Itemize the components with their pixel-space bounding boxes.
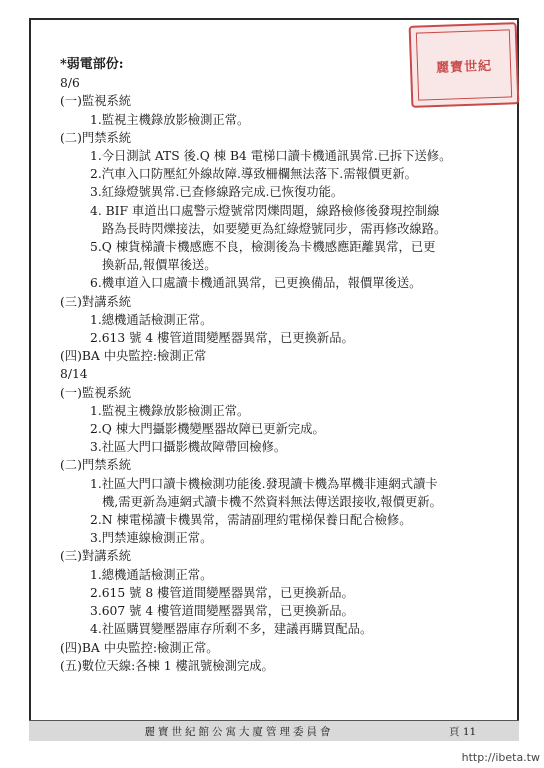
watermark: http://ibeta.tw xyxy=(461,751,540,764)
item-line: 1.總機通話檢測正常。 xyxy=(90,312,213,327)
item-line: 1.社區大門口讀卡機檢測功能後.發現讀卡機為單機非連網式讀卡 xyxy=(90,476,438,491)
item-line: 5.Q 棟貨梯讀卡機感應不良，檢測後為卡機感應距離異常，已更 xyxy=(90,240,436,255)
section-line: (四)BA 中央監控:檢測正常。 xyxy=(60,640,219,655)
footer-bar xyxy=(29,720,519,741)
section-heading: *弱電部份: xyxy=(60,57,124,72)
item-line: 3.紅綠燈號異常.已查修線路完成.已恢復功能。 xyxy=(90,185,344,200)
section-line: 8/14 xyxy=(60,367,88,382)
section-line: (一)監視系統 xyxy=(60,385,132,400)
footer-title: 麗寶世紀館公寓大廈管理委員會 xyxy=(144,725,334,738)
section-line: (二)門禁系統 xyxy=(60,130,132,145)
item-line: 6.機車道入口處讀卡機通訊異常，已更換備品，報價單後送。 xyxy=(90,276,422,291)
section-line: (三)對講系統 xyxy=(60,294,132,309)
item-line: 1.監視主機錄放影檢測正常。 xyxy=(90,112,250,127)
item-line: 1.監視主機錄放影檢測正常。 xyxy=(90,403,250,418)
item-line: 2.N 棟電梯讀卡機異常，需請副理約電梯保養日配合檢修。 xyxy=(90,513,412,528)
item-line: 3.607 號 4 樓管道間變壓器異常，已更換新品。 xyxy=(90,604,354,619)
seal-text: 麗寶世紀 xyxy=(435,58,493,76)
section-line: (三)對講系統 xyxy=(60,549,132,564)
item-line: 3.門禁連線檢測正常。 xyxy=(90,531,213,546)
section-line: (五)數位天線:各棟 1 樓訊號檢測完成。 xyxy=(60,658,274,673)
section-line: (二)門禁系統 xyxy=(60,458,132,473)
section-line: 8/6 xyxy=(60,76,80,91)
item-line: 2.615 號 8 樓管道間變壓器異常，已更換新品。 xyxy=(90,585,354,600)
section-line: (四)BA 中央監控:檢測正常 xyxy=(60,349,207,364)
item-line: 2.Q 棟大門攝影機變壓器故障已更新完成。 xyxy=(90,422,325,437)
item-line: 機,需更新為連網式讀卡機不然資料無法傳送跟接收,報價更新。 xyxy=(102,494,442,509)
section-line: (一)監視系統 xyxy=(60,94,132,109)
item-line: 換新品,報價單後送。 xyxy=(102,258,217,273)
item-line: 3.社區大門口攝影機故障帶回檢修。 xyxy=(90,440,287,455)
item-line: 4. BIF 車道出口處警示燈號常閃爍問題，線路檢修後發現控制線 xyxy=(90,203,440,218)
item-line: 2.汽車入口防壓紅外線故障.導致柵欄無法落下.需報價更新。 xyxy=(90,167,417,182)
document-body xyxy=(60,56,505,675)
page-number: 頁 11 xyxy=(449,725,477,738)
item-line: 路為長時閃爍接法，如要變更為紅綠燈號同步，需再修改線路。 xyxy=(102,221,447,236)
item-line: 2.613 號 4 樓管道間變壓器異常，已更換新品。 xyxy=(90,331,354,346)
item-line: 4.社區購買變壓器庫存所剩不多，建議再購買配品。 xyxy=(90,622,373,637)
item-line: 1.總機通話檢測正常。 xyxy=(90,567,213,582)
item-line: 1.今日測試 ATS 後.Q 棟 B4 電梯口讀卡機通訊異常.已拆下送修。 xyxy=(90,149,452,164)
report-lines xyxy=(60,74,505,675)
